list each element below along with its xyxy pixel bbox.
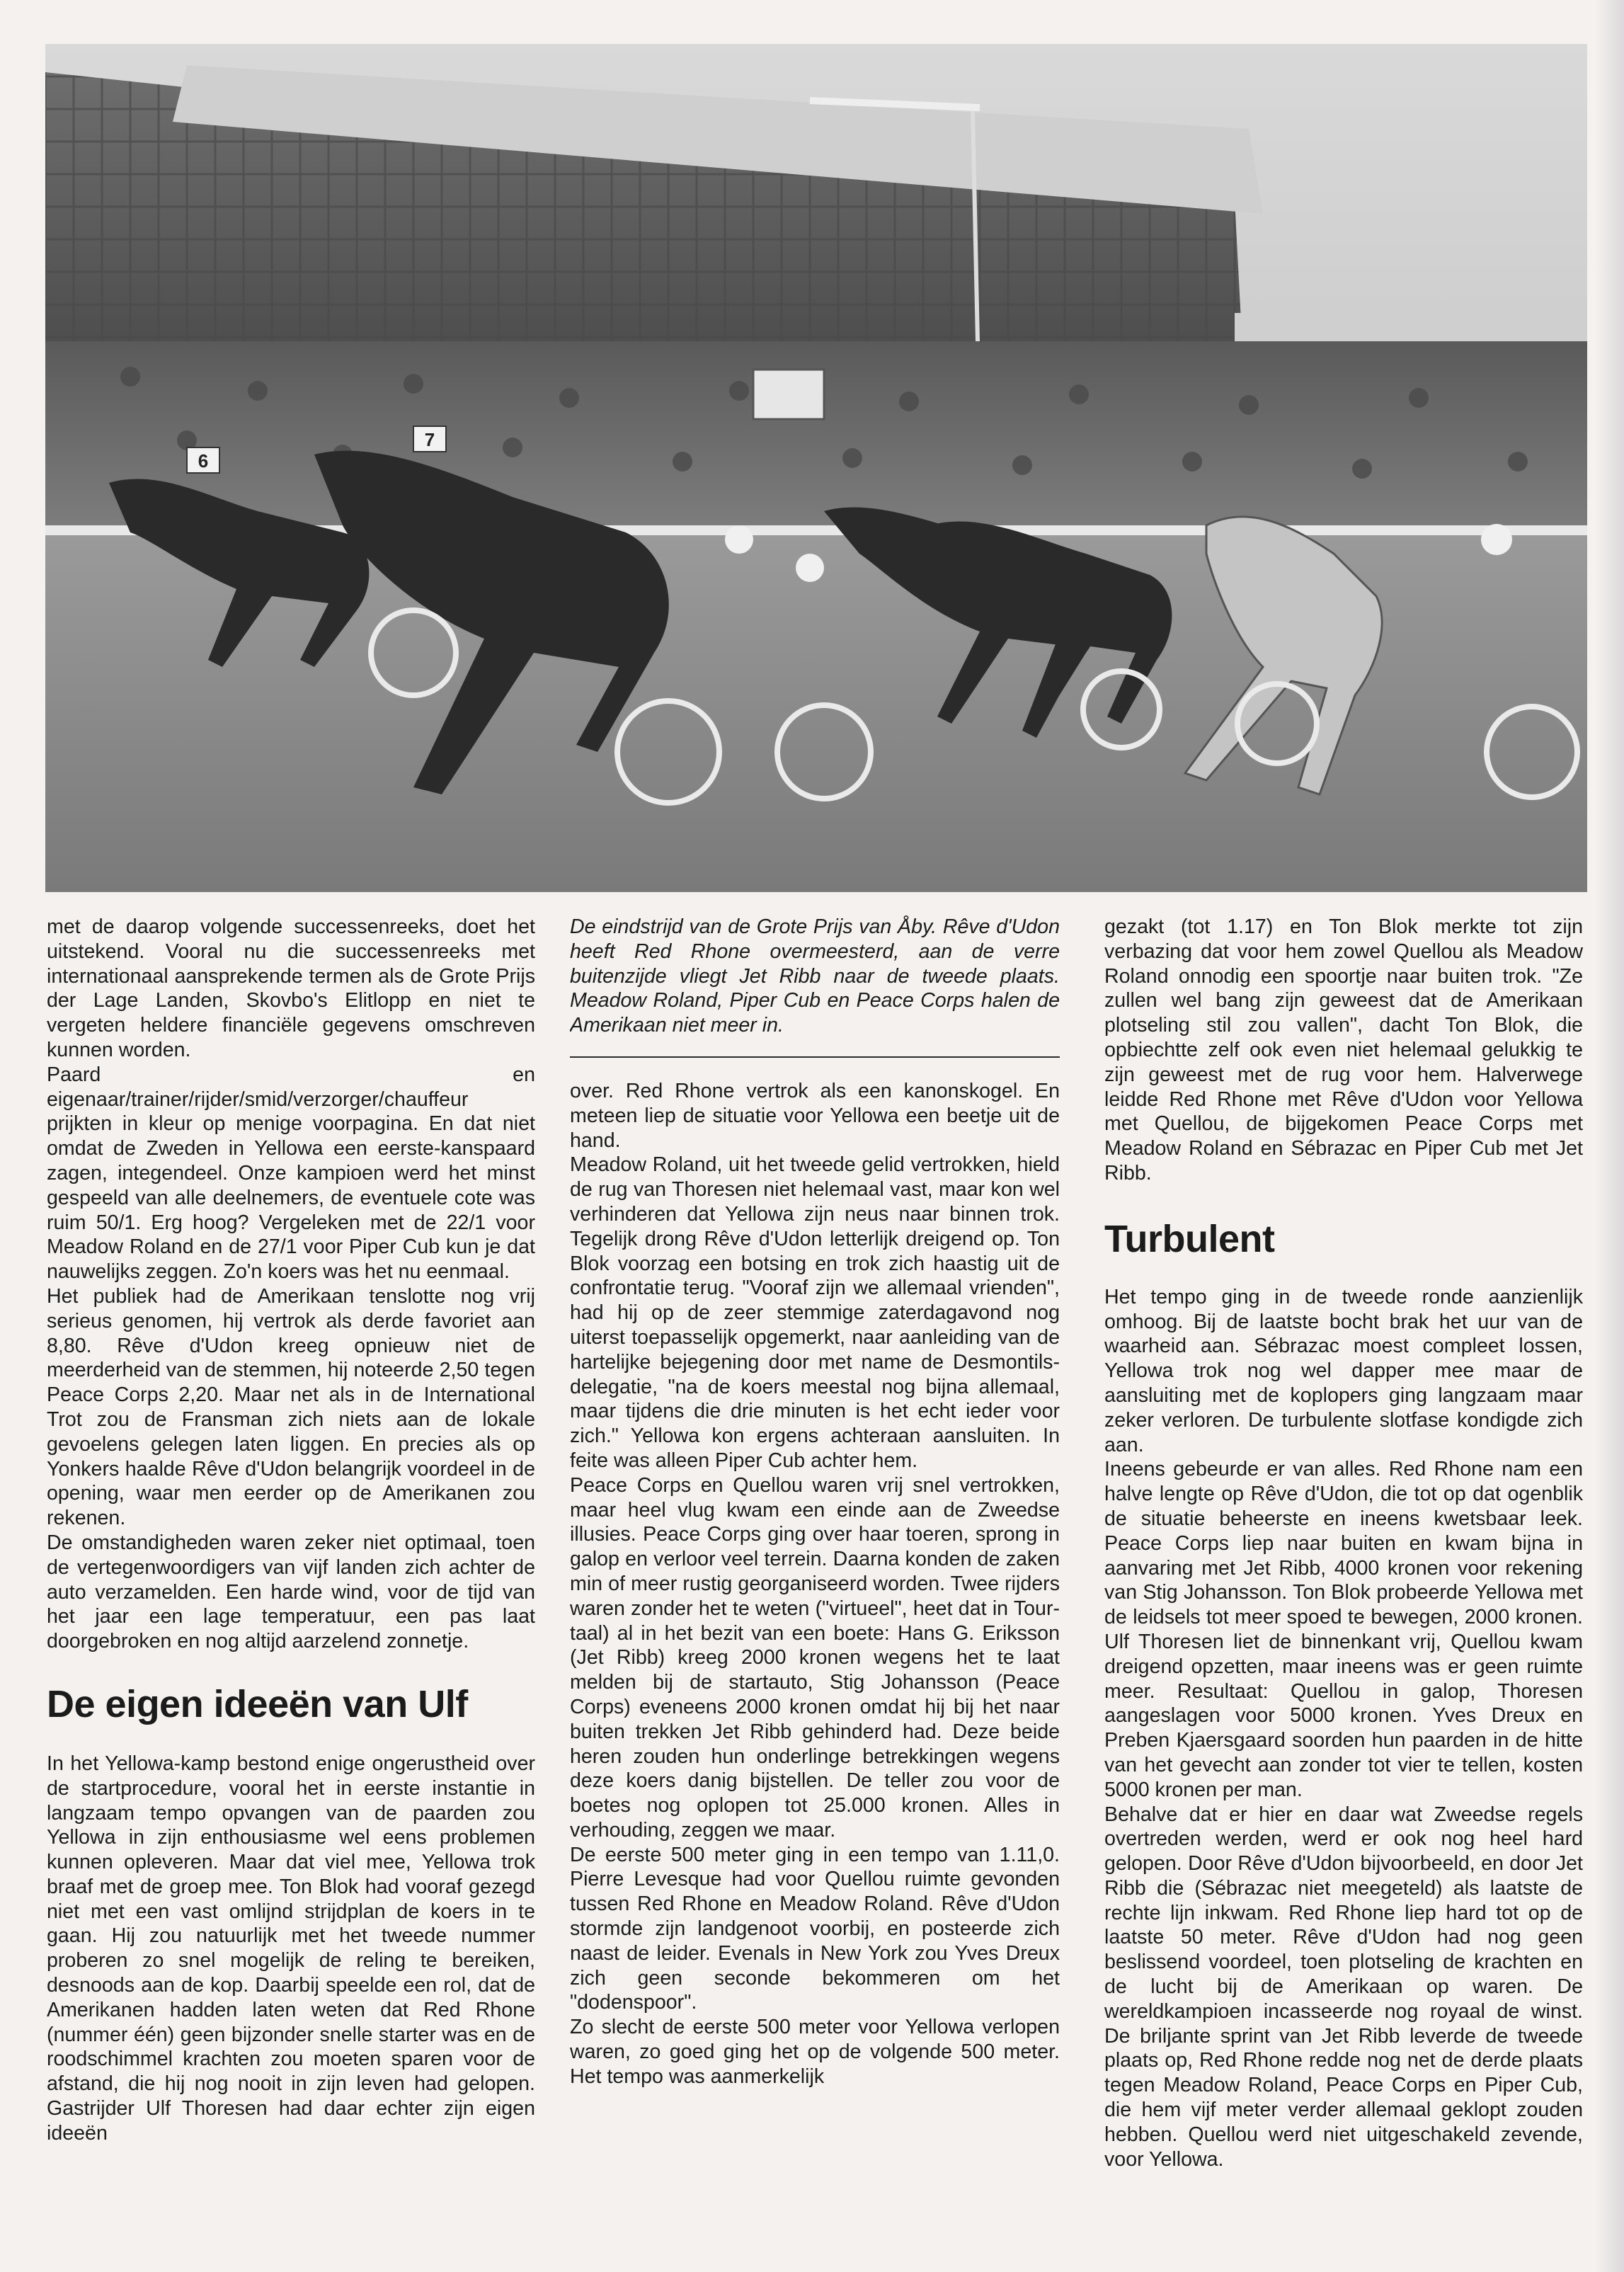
column3-paragraph-3: Ineens gebeurde er van alles. Red Rhone nam een halve lengte op Rêve d'Udon, die tot op dat ogenblik de situatie beheerste en ineens kwetsbaar leek. Peace Corps liep naar buiten en kwam bijna in aanvaring met Jet Ribb, 4000 kronen voor rekening van Stig Johansson. Ton Blok probeerde Yellowa met de leidsels tot meer spoed te bewegen, 2000 kronen. Ulf Thoresen liet de binnenkant vrij, Quellou kwam dreigend opzetten, maar ineens was er geen ruimte meer. Resultaat: Quellou in galop, Thoresen aangeslagen voor 5000 kronen. Yves Dreux en Preben Kjaersgaard soorden hun paarden in de hitte van het gevecht aan zonder tot vier te tellen, kosten 5000 kronen per man.	[1104, 1458, 1583, 1801]
saddle-number-7: 7	[424, 429, 435, 450]
saddle-number-6: 6	[198, 450, 209, 472]
column3-paragraph-1: gezakt (tot 1.17) en Ton Blok merkte tot zijn verbazing dat voor hem zowel Quellou als Meadow Roland onnodig een spoortje naar buiten trok. "Ze zullen wel bang zijn geweest dat de Amerikaan plotseling stil zou vallen", dacht Ton Blok, die opbiechtte zelf ook even niet helemaal gelukkig te zijn geweest met de rug voor hem. Halverwege leidde Red Rhone met Rêve d'Udon voor Yellowa met Quellou, de bijgekomen Peace Corps met Meadow Roland en Sébrazac en Piper Cub met Jet Ribb.	[1104, 915, 1583, 1184]
column1-paragraph-1: met de daarop volgende successenreeks, doet het uitstekend. Vooral nu die successenreeks met internationaal aansprekende termen als de Grote Prijs der Lage Landen, Skovbo's Elitlopp en niet te vergeten heldere financiële gegevens omschreven kunnen worden.	[47, 915, 535, 1061]
column2-paragraph-2: Meadow Roland, uit het tweede gelid vertrokken, hield de rug van Thoresen niet helemaal vast, maar kon wel verhinderen dat Yellowa zijn neus naar binnen trok. Tegelijk drong Rêve d'Udon letterlijk dreigend op. Ton Blok voorzag een botsing en trok zich haastig uit de confrontatie terug. "Vooraf zijn we allemaal vrienden", had hij op de zeer stemmige zaterdagavond nog uiterst toepasselijk opgemerkt, naar aanleiding van de hartelijke bejegening door met name de Desmontils-delegatie, "na de koers meestal nog bijna allemaal, maar tijdens die drie minuten is het echt ieder voor zich." Yellowa kon ergens achteraan aansluiten. In feite was alleen Piper Cub achter hem.	[570, 1153, 1060, 1472]
race-photo-illustration	[45, 44, 1587, 892]
page-edge-shadow	[1596, 0, 1624, 2272]
column2-paragraph-4: De eerste 500 meter ging in een tempo van 1.11,0. Pierre Levesque had voor Quellou ruimte gevonden tussen Red Rhone en Meadow Roland. Rêve d'Udon stormde zijn landgenoot voorbij, en posteerde zich naast de leider. Evenals in New York zou Yves Dreux zich geen seconde bekommeren om het "dodenspoor".	[570, 1843, 1060, 2014]
column1-paragraph-3: Het publiek had de Amerikaan tenslotte nog vrij serieus genomen, hij vertrok als derde favoriet aan 8,80. Rêve d'Udon kreeg opnieuw niet de meerderheid van de stemmen, hij noteerde 2,50 tegen Peace Corps 2,20. Maar net als in de International Trot zou de Fransman zich niets aan de lokale gevoelens gelegen laten liggen. En precies als op Yonkers haalde Rêve d'Udon belangrijk voordeel in de opening, waar men eerder op de Amerikanen zou rekenen.	[47, 1284, 535, 1530]
subheading-turbulent: Turbulent	[1104, 1217, 1275, 1260]
photo-caption: De eindstrijd van de Grote Prijs van Åby. Rêve d'Udon heeft Red Rhone overmeesterd, aan de verre buitenzijde vliegt Jet Ribb naar de tweede plaats. Meadow Roland, Piper Cub en Peace Corps halen de Amerikaan niet meer in.	[570, 915, 1060, 1058]
column3-paragraph-4: Behalve dat er hier en daar wat Zweedse regels overtreden werden, werd er ook nog heel hard gelopen. Door Rêve d'Udon bijvoorbeeld, en door Jet Ribb die (Sébrazac niet meegeteld) als laatste de rechte lijn inkwam. Red Rhone liep hard tot op de laatste 50 meter. Rêve d'Udon had nog geen beslissend voordeel, toen plotseling de krachten en de lucht bij de Amerikaan op waren. De wereldkampioen incasseerde nog royaal de winst. De briljante sprint van Jet Ribb leverde de tweede plaats op, Red Rhone redde nog net de derde plaats tegen Meadow Roland, Peace Corps en Piper Cub, die hem vijf meter verder allemaal geklopt zouden hebben. Quellou werd niet uitgeschakeld zevende, voor Yellowa.	[1104, 1803, 1583, 2171]
column1-paragraph-2: Paard en eigenaar/trainer/rijder/smid/verzorger/chauffeur prijkten in kleur op menige voorpagina. En dat niet omdat de Zweden in Yellowa een eerste-kanspaard zagen, integendeel. Onze kampioen werd het minst gespeeld van alle deelnemers, de eventuele cote was ruim 50/1. Erg hoog? Vergeleken met de 22/1 voor Meadow Roland en de 27/1 voor Piper Cub kun je dat nauwelijks zeggen. Zo'n koers was het nu eenmaal.	[47, 1063, 535, 1284]
column2-paragraph-3: Peace Corps en Quellou waren vrij snel vertrokken, maar heel vlug kwam een einde aan de Zweedse illusies. Peace Corps ging over haar toeren, sprong in galop en verloor veel terrein. Daarna konden de zaken min of meer rustig georganiseerd worden. Twee rijders waren zonder het te weten ("virtueel", heet dat in Tour-taal) al in het bezit van een boete: Hans G. Eriksson (Jet Ribb) kreeg 2000 kronen wegens het te laat melden bij de startauto, Stig Johansson (Peace Corps) eveneens 2000 kronen omdat hij bij het naar buiten trekken Jet Ribb gehinderd had. Deze beide heren zouden hun onderlinge betrekkingen wegens deze koers danig bijstellen. De teller zou voor de boetes nog oplopen tot 25.000 kronen. Alles in verhouding, zeggen we maar.	[570, 1473, 1060, 1842]
article-column-1	[47, 915, 535, 2264]
column1-paragraph-4: De omstandigheden waren zeker niet optimaal, toen de vertegenwoordigers van vijf landen zich achter de auto verzamelden. Een harde wind, voor de tijd van het jaar een lage temperatuur, een pas laat doorgebroken en nog altijd aarzelend zonnetje.	[47, 1531, 535, 1653]
column2-paragraph-5: Zo slecht de eerste 500 meter voor Yellowa verlopen waren, zo goed ging het op de volgende 500 meter. Het tempo was aanmerkelijk	[570, 2016, 1060, 2088]
column3-paragraph-2: Het tempo ging in de tweede ronde aanzienlijk omhoog. Bij de laatste bocht brak het uur van de waarheid aan. Sébrazac moest compleet lossen, Yellowa trok nog wel dapper mee maar de aansluiting met de koplopers ging langzaam maar zeker verloren. De turbulente slotfase kondigde zich aan.	[1104, 1285, 1583, 1456]
article-column-2	[570, 915, 1060, 2264]
race-photo	[45, 44, 1587, 892]
subheading-eigen-ideeen: De eigen ideeën van Ulf	[47, 1682, 468, 1725]
column1-paragraph-5: In het Yellowa-kamp bestond enige ongerustheid over de startprocedure, vooral het in eerste instantie in langzaam tempo opvangen van de paarden zou Yellowa in zijn enthousiasme wel eens problemen kunnen opleveren. Maar dat viel mee, Yellowa trok braaf met de groep mee. Ton Blok had vooraf gezegd niet met een vast omlijnd strijdplan de koers in te gaan. Hij zou natuurlijk met het tweede nummer proberen zo snel mogelijk de reling te bereiken, desnoods aan de kop. Daarbij speelde een rol, dat de Amerikanen hadden laten weten dat Red Rhone (nummer één) geen bijzonder snelle starter was en de roodschimmel krachten zou moeten sparen voor de afstand, die hij nog nooit in zijn leven had gelopen. Gastrijder Ulf Thoresen had daar echter zijn eigen ideeën	[47, 1752, 535, 2145]
article-column-3	[1104, 915, 1583, 2264]
column2-paragraph-1: over. Red Rhone vertrok als een kanonskogel. En meteen liep de situatie voor Yellowa een beetje uit de hand.	[570, 1079, 1060, 1152]
